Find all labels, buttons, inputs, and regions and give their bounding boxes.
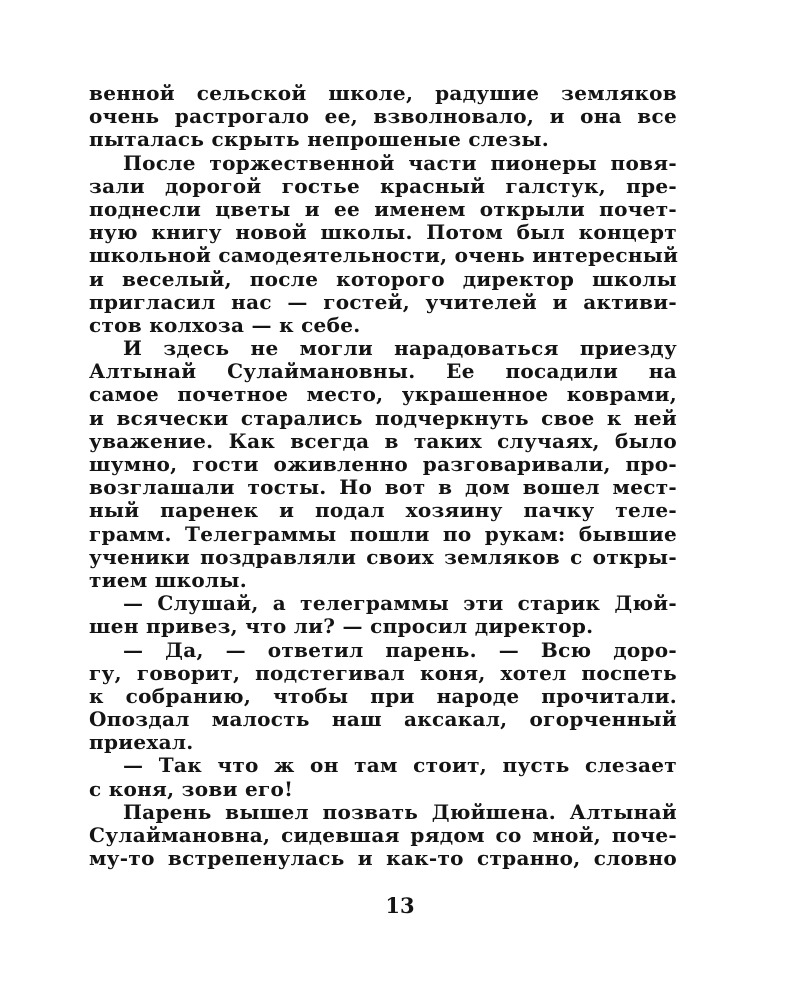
text-line: грамм. Телеграммы пошли по рукам: бывшие: [89, 521, 677, 546]
text-line: и веселый, после которого директор школы: [89, 266, 677, 291]
text-line: стов колхоза — к себе.: [89, 312, 361, 337]
text-line: возглашали тосты. Но вот в дом вошел мест-: [89, 475, 677, 500]
text-line: Парень вышел позвать Дюйшена. Алтынай: [123, 799, 677, 824]
page-number: 13: [385, 893, 415, 918]
text-line: к собранию, чтобы при народе прочитали.: [89, 683, 677, 708]
text-line: с коня, зови его!: [89, 776, 294, 801]
text-line: — Слушай, а телеграммы эти старик Дюй-: [123, 591, 677, 616]
text-line: И здесь не могли нарадоваться приезду: [123, 336, 677, 361]
text-line: После торжественной части пионеры повя-: [123, 150, 677, 175]
text-line: уважение. Как всегда в таких случаях, было: [89, 428, 677, 453]
text-line: Опоздал малость наш аксакал, огорченный: [89, 707, 677, 732]
text-line: шен привез, что ли? — спросил директор.: [89, 614, 594, 639]
text-line: ученики поздравляли своих земляков с откры-: [89, 544, 677, 569]
text-line: венной сельской школе, радушие земляков: [89, 81, 677, 105]
text-line: — Да, — ответил парень. — Всю доро-: [123, 637, 677, 662]
text-line: пригласил нас — гостей, учителей и активи-: [89, 289, 677, 314]
text-line: ную книгу новой школы. Потом был концерт: [89, 220, 677, 245]
text-line: очень растрогало ее, взволновало, и она все: [89, 104, 677, 129]
text-line: тием школы.: [89, 567, 247, 592]
text-line: ный паренек и подал хозяину пачку теле-: [89, 498, 677, 523]
text-line: Алтынай Сулаймановны. Ее посадили на: [89, 359, 677, 384]
text-line: и всячески старались подчеркнуть свое к ней: [89, 405, 677, 430]
text-line: пыталась скрыть непрошеные слезы.: [89, 127, 549, 152]
text-line: приехал.: [89, 730, 194, 755]
body-text: [89, 82, 677, 870]
text-line: самое почетное место, украшенное коврами,: [89, 382, 677, 407]
text-line: — Так что ж он там стоит, пусть слезает: [123, 753, 677, 778]
text-line: зали дорогой гостье красный галстук, пре-: [89, 173, 677, 198]
text-line: Сулаймановна, сидевшая рядом со мной, поче-: [89, 823, 677, 847]
text-line: гу, говорит, подстегивал коня, хотел поспеть: [89, 660, 677, 685]
text-line: поднесли цветы и ее именем открыли почет-: [89, 196, 677, 221]
text-line: школьной самодеятельности, очень интересный: [89, 243, 679, 268]
text-line: шумно, гости оживленно разговаривали, про-: [89, 452, 677, 476]
text-line: му-то встрепенулась и как-то странно, словно: [89, 846, 677, 871]
